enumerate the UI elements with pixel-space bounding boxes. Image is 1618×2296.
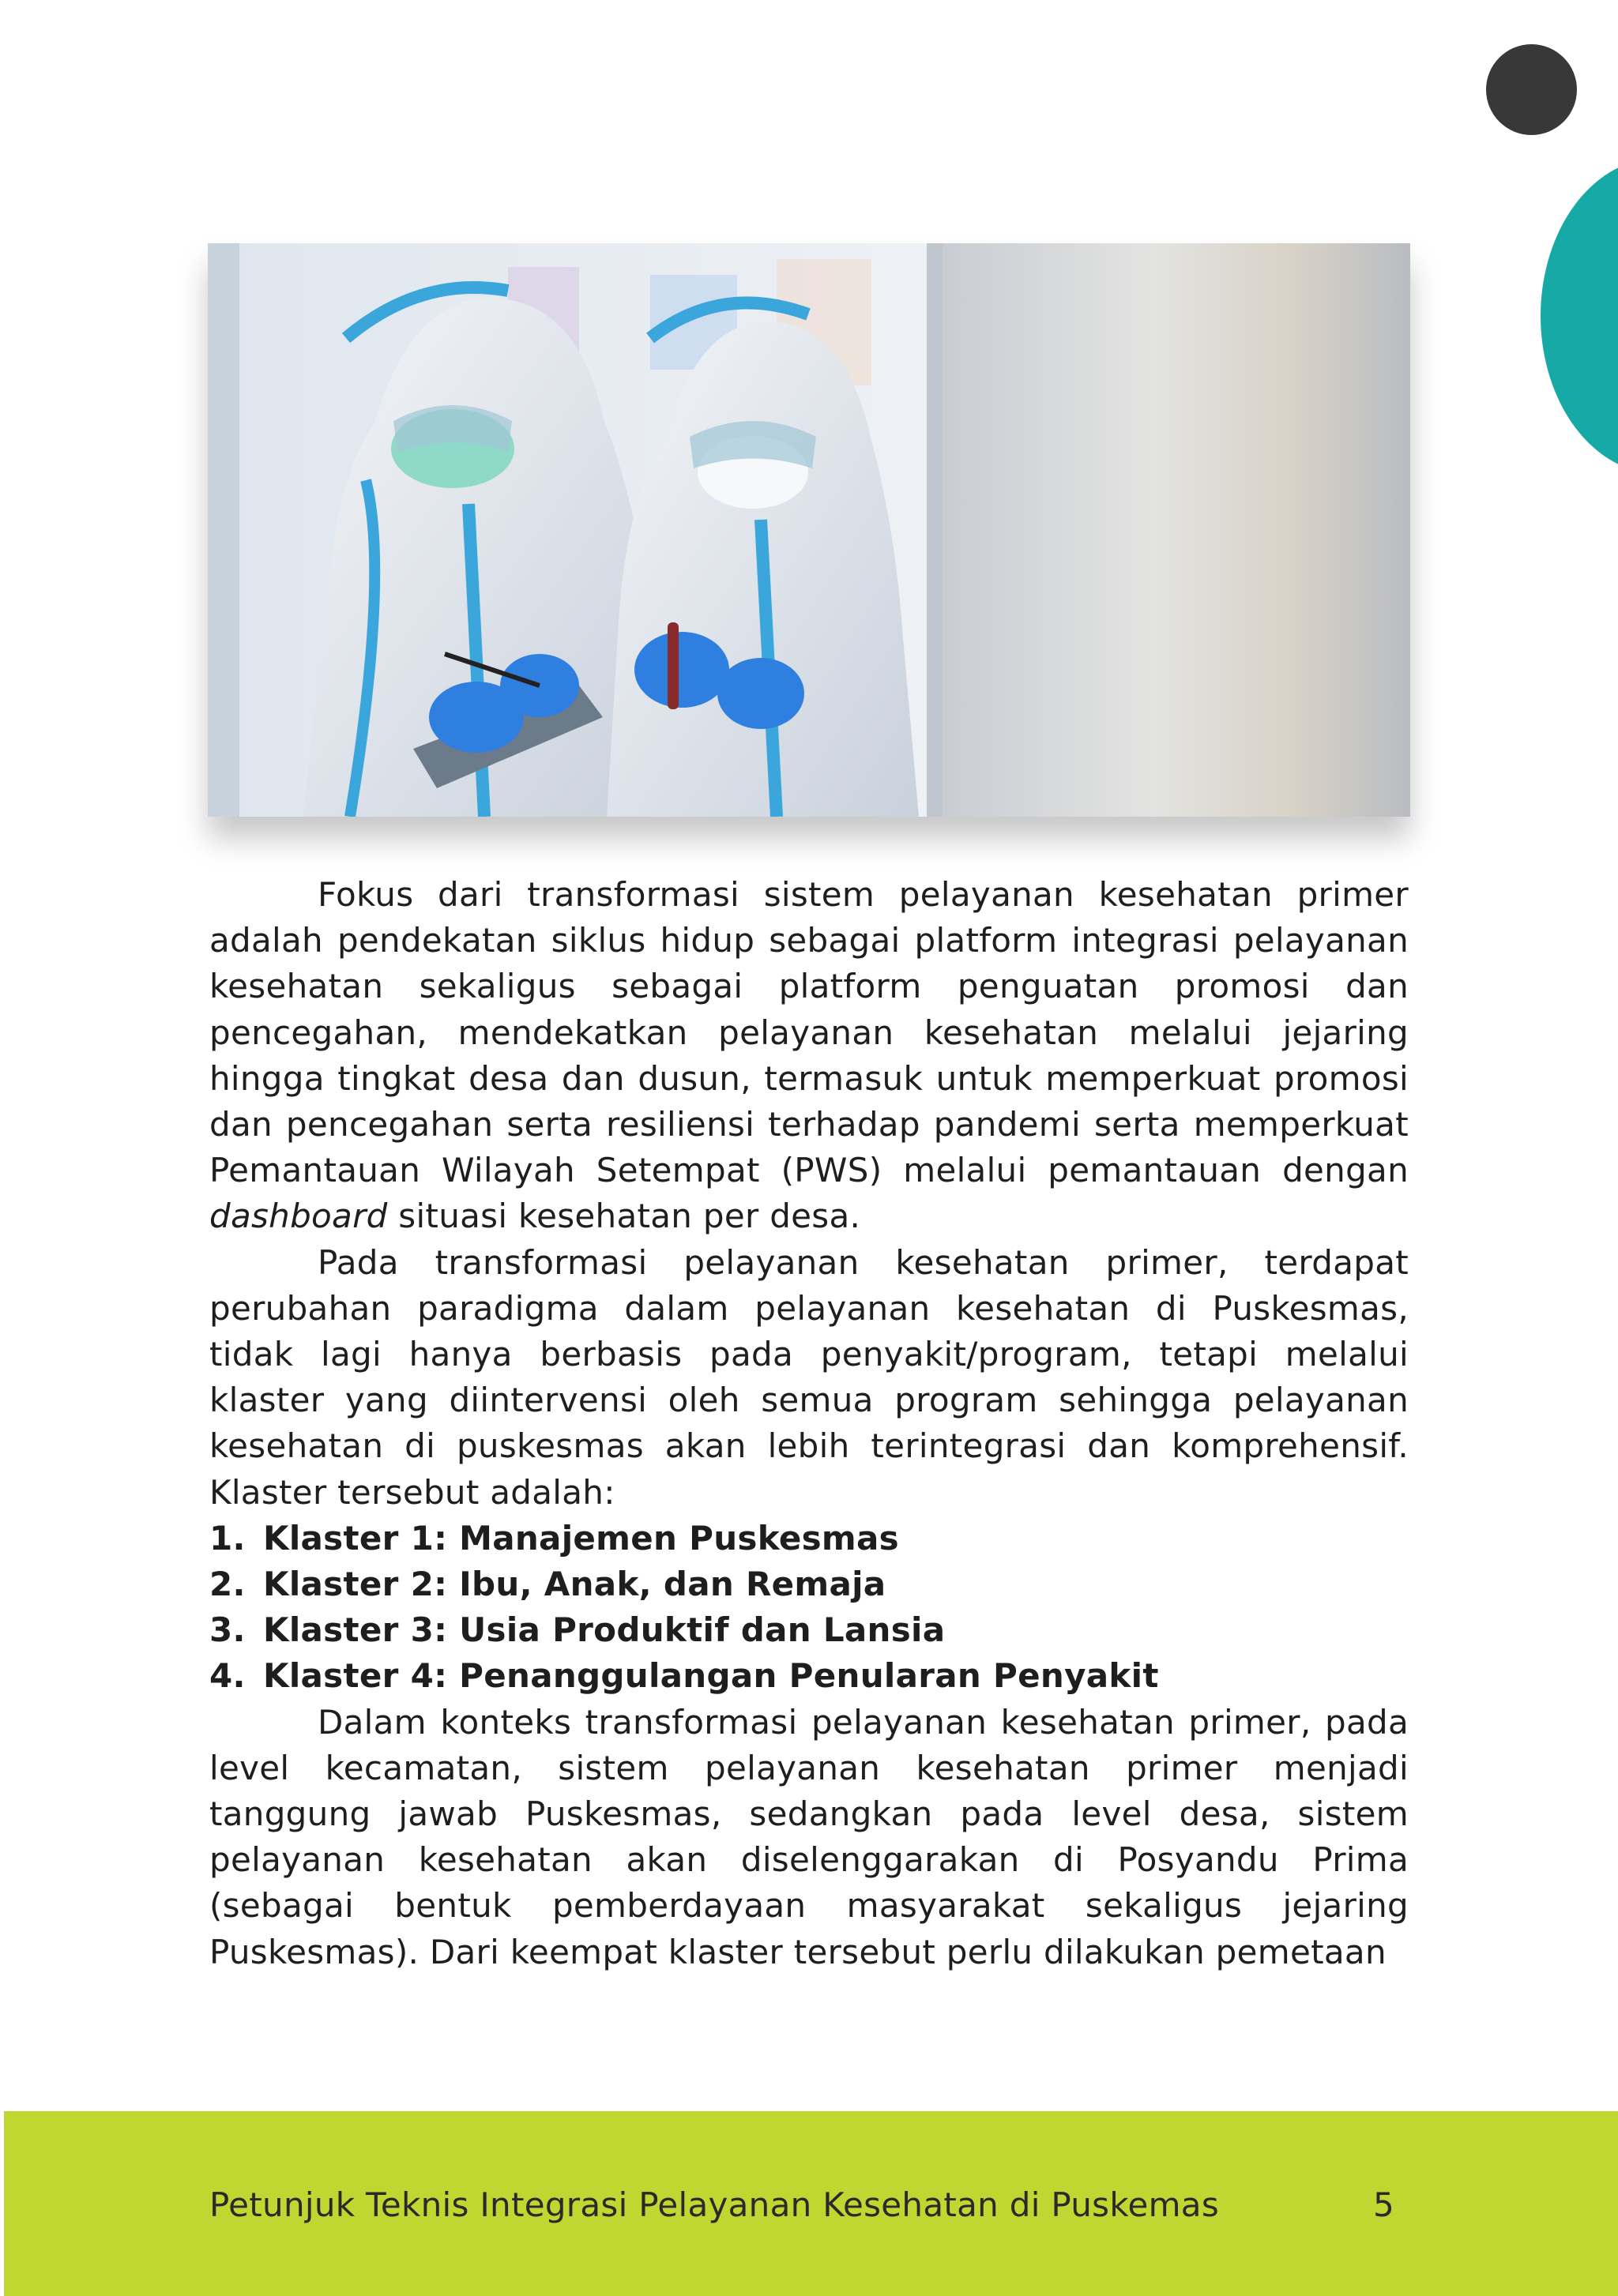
paragraph-paradigm: Pada transformasi pelayanan kesehatan primer, terdapat perubahan paradigma dalam pelayanan kesehatan di Puskesmas, tidak lagi hanya berbasis pada penyakit/program, tetapi melalui klaster yang diintervensi oleh semua program sehingga pelayanan kesehatan di puskesmas akan lebih terintegrasi dan komprehensif. Klaster tersebut adalah:: [209, 1242, 1409, 1512]
list-item-label: Klaster 1: Manajemen Puskesmas: [263, 1518, 899, 1558]
footer-title: Petunjuk Teknis Integrasi Pelayanan Kesehatan di Puskemas: [209, 2185, 1220, 2224]
list-item: [209, 1516, 1409, 1561]
list-item-label: Klaster 4: Penanggulangan Penularan Penyakit: [263, 1656, 1159, 1696]
list-item: [209, 1561, 1409, 1607]
paragraph-focus-end: situasi kesehatan per desa.: [398, 1197, 861, 1236]
decorative-dark-circle: [1486, 44, 1577, 135]
list-item-number: 2.: [209, 1565, 246, 1604]
decorative-teal-circle: [1541, 158, 1618, 474]
paragraph-context: Dalam konteks transformasi pelayanan kesehatan primer, pada level kecamatan, sistem pelayanan kesehatan primer menjadi tanggung jawab Puskesmas, sedangkan pada level desa, sistem pelayanan kesehatan akan diselenggarakan di Posyandu Prima (sebagai bentuk pemberdayaan masyarakat sekaligus jejaring Puskesmas). Dari keempat klaster tersebut perlu dilakukan pemetaan: [209, 1702, 1409, 1971]
photo-health-workers: [208, 243, 1410, 817]
paragraph-focus-text: Fokus dari transformasi sistem pelayanan kesehatan primer adalah pendekatan siklus hidup sebagai platform integrasi pelayanan kesehatan sekaligus sebagai platform penguatan promosi dan pencegahan, mendekatkan pelayanan kesehatan melalui jejaring hingga tingkat desa dan dusun, termasuk untuk memperkuat promosi dan pencegahan serta resiliensi terhadap pandemi serta memperkuat Pemantauan Wilayah Setempat (PWS) melalui pemantauan dengan: [209, 875, 1409, 1190]
list-item-number: 1.: [209, 1518, 246, 1558]
list-item-number: 3.: [209, 1610, 246, 1650]
list-item: [209, 1607, 1409, 1653]
page-number: 5: [1373, 2185, 1394, 2224]
list-item-number: 4.: [209, 1656, 246, 1696]
cluster-list: [209, 1516, 1409, 1700]
list-item-label: Klaster 2: Ibu, Anak, dan Remaja: [263, 1565, 886, 1604]
list-item: [209, 1653, 1409, 1699]
body-text: [209, 872, 1409, 1975]
paragraph-focus: [209, 872, 1409, 1240]
dashboard-term: dashboard: [209, 1197, 388, 1236]
footer-bar: [4, 2111, 1618, 2296]
photo-health-workers-icon: [208, 243, 1410, 817]
list-item-label: Klaster 3: Usia Produktif dan Lansia: [263, 1610, 946, 1650]
